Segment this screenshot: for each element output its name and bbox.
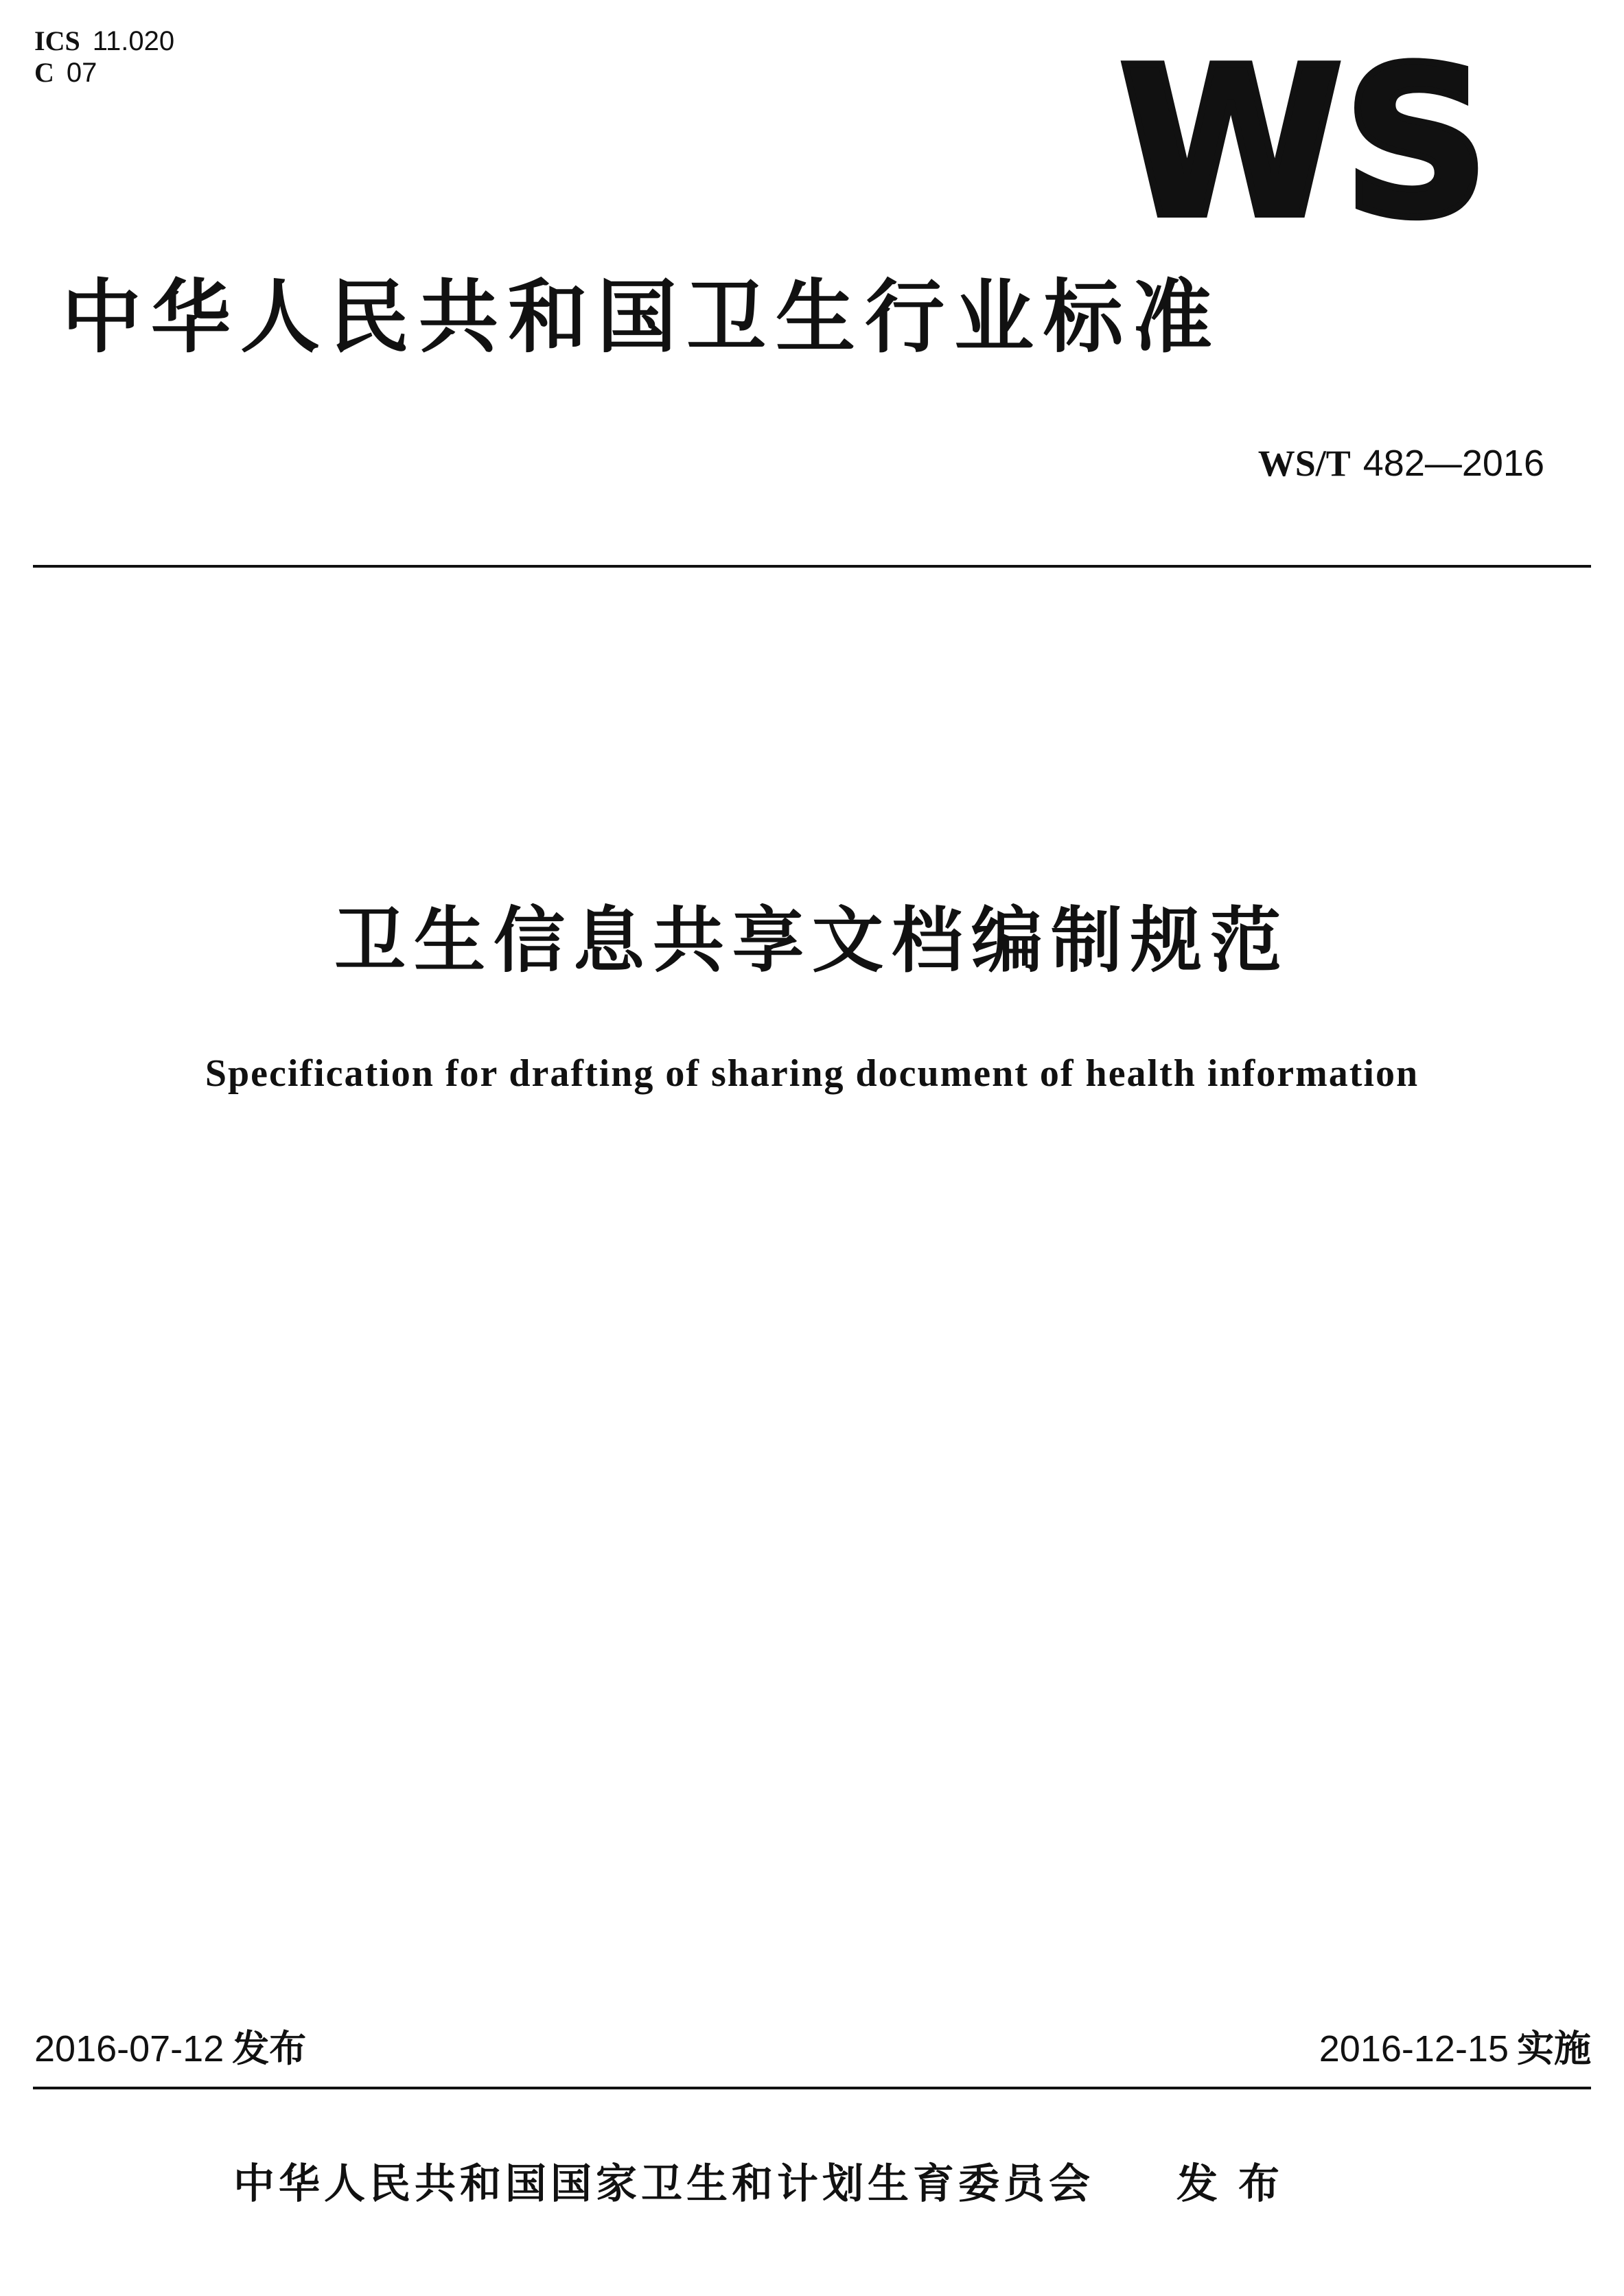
standard-prefix: WS/T: [1257, 443, 1351, 484]
ics-code: [34, 27, 174, 55]
implementation-date-value: 2016-12-15: [1319, 2028, 1509, 2069]
ccs-value: 07: [66, 58, 97, 88]
publisher-line: [233, 2160, 1300, 2208]
standard-category-title: 中华人民共和国卫生行业标准: [62, 271, 1222, 364]
issue-date: [34, 2027, 307, 2070]
footer-divider: [33, 2087, 1591, 2089]
issue-date-label: 发布: [232, 2027, 307, 2070]
publish-label: 发布: [1176, 2160, 1300, 2208]
standard-code: 482—2016: [1362, 443, 1544, 484]
publisher-name: 中华人民共和国国家卫生和计划生育委员会: [233, 2160, 1094, 2208]
ws-logo-text: WS: [1119, 52, 1489, 224]
ics-value: 11.020: [92, 26, 175, 56]
document-title-zh: 卫生信息共享文档编制规范: [334, 898, 1290, 982]
standard-number: [1258, 445, 1544, 482]
ics-key: ICS: [34, 25, 80, 56]
implementation-date: [1319, 2027, 1591, 2070]
implementation-date-label: 实施: [1517, 2027, 1591, 2070]
document-title-en: Specification for drafting of sharing document of health information: [205, 1052, 1419, 1095]
issue-date-value: 2016-07-12: [34, 2028, 224, 2069]
ws-logo: [1112, 52, 1496, 224]
header-divider: [33, 565, 1591, 568]
ccs-code: [34, 59, 97, 86]
ccs-key: C: [34, 57, 54, 88]
